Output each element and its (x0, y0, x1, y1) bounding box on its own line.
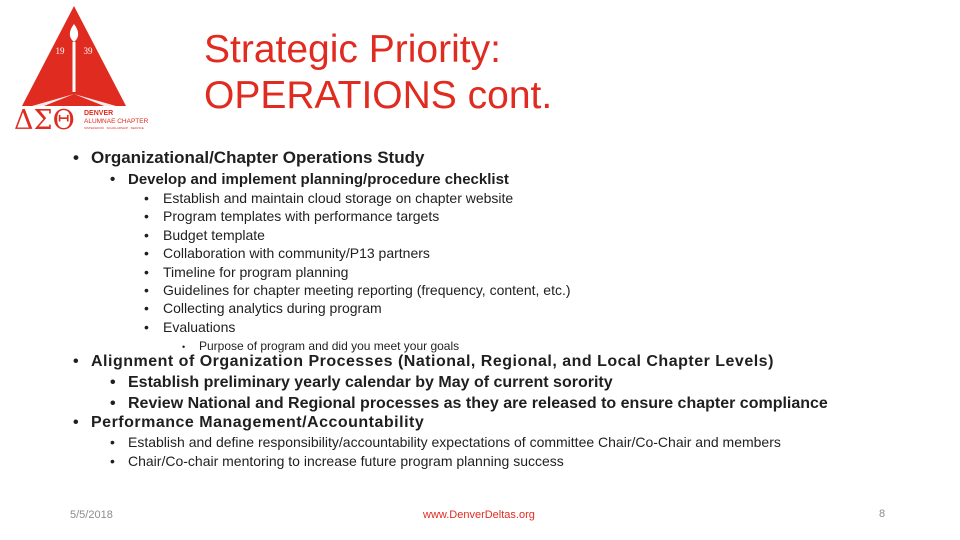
logo-greek-letters: ΔΣΘ (14, 105, 75, 132)
logo-year-left: 19 (55, 46, 65, 56)
logo-org-name: DENVER (84, 110, 114, 117)
section-3-item: • Chair/Co-chair mentoring to increase future program planning success (110, 453, 564, 469)
list-item: • Evaluations (144, 318, 236, 335)
section-2-item: • Establish preliminary yearly calendar by May of current sorority (110, 374, 613, 391)
footer-website-link[interactable]: www.DenverDeltas.org (423, 509, 535, 521)
list-item: • Collaboration with community/P13 partners (144, 245, 430, 262)
title-line-2: OPERATIONS cont. (204, 74, 553, 117)
title-line-1: Strategic Priority: (204, 28, 501, 71)
list-item: • Timeline for program planning (144, 263, 349, 280)
logo-org-sub: ALUMNAE CHAPTER (84, 118, 149, 125)
section-1-heading: • Organizational/Chapter Operations Study (73, 148, 425, 167)
list-item: • Guidelines for chapter meeting reporting (frequency, content, etc.) (144, 281, 571, 298)
section-3-heading: • Performance Management/Accountability (73, 414, 425, 431)
section-3-item: • Establish and define responsibility/accountability expectations of committee Chair/Co-Chair and members (110, 434, 781, 450)
list-item: • Establish and maintain cloud storage on chapter website (144, 190, 514, 206)
list-item: • Collecting analytics during program (144, 300, 382, 317)
footer-page-number: 8 (879, 508, 886, 520)
slide-title (204, 27, 552, 119)
evaluation-note: • Purpose of program and did you meet your goals (182, 339, 460, 353)
logo-year-right: 39 (83, 46, 93, 56)
section-2-heading: • Alignment of Organization Processes (National, Regional, and Local Chapter Levels) (73, 353, 774, 370)
footer-date: 5/5/2018 (70, 509, 113, 521)
section-2-item: • Review National and Regional processes as they are released to ensure chapter compliance (110, 395, 828, 412)
list-item: • Program templates with performance targets (144, 208, 440, 225)
logo-org-tagline: SISTERHOOD · SCHOLARSHIP · SERVICE (84, 126, 144, 130)
chapter-logo (14, 2, 164, 132)
list-item: • Budget template (144, 226, 265, 243)
section-1-subheading: • Develop and implement planning/procedure checklist (110, 171, 509, 188)
checklist-items (144, 189, 571, 336)
